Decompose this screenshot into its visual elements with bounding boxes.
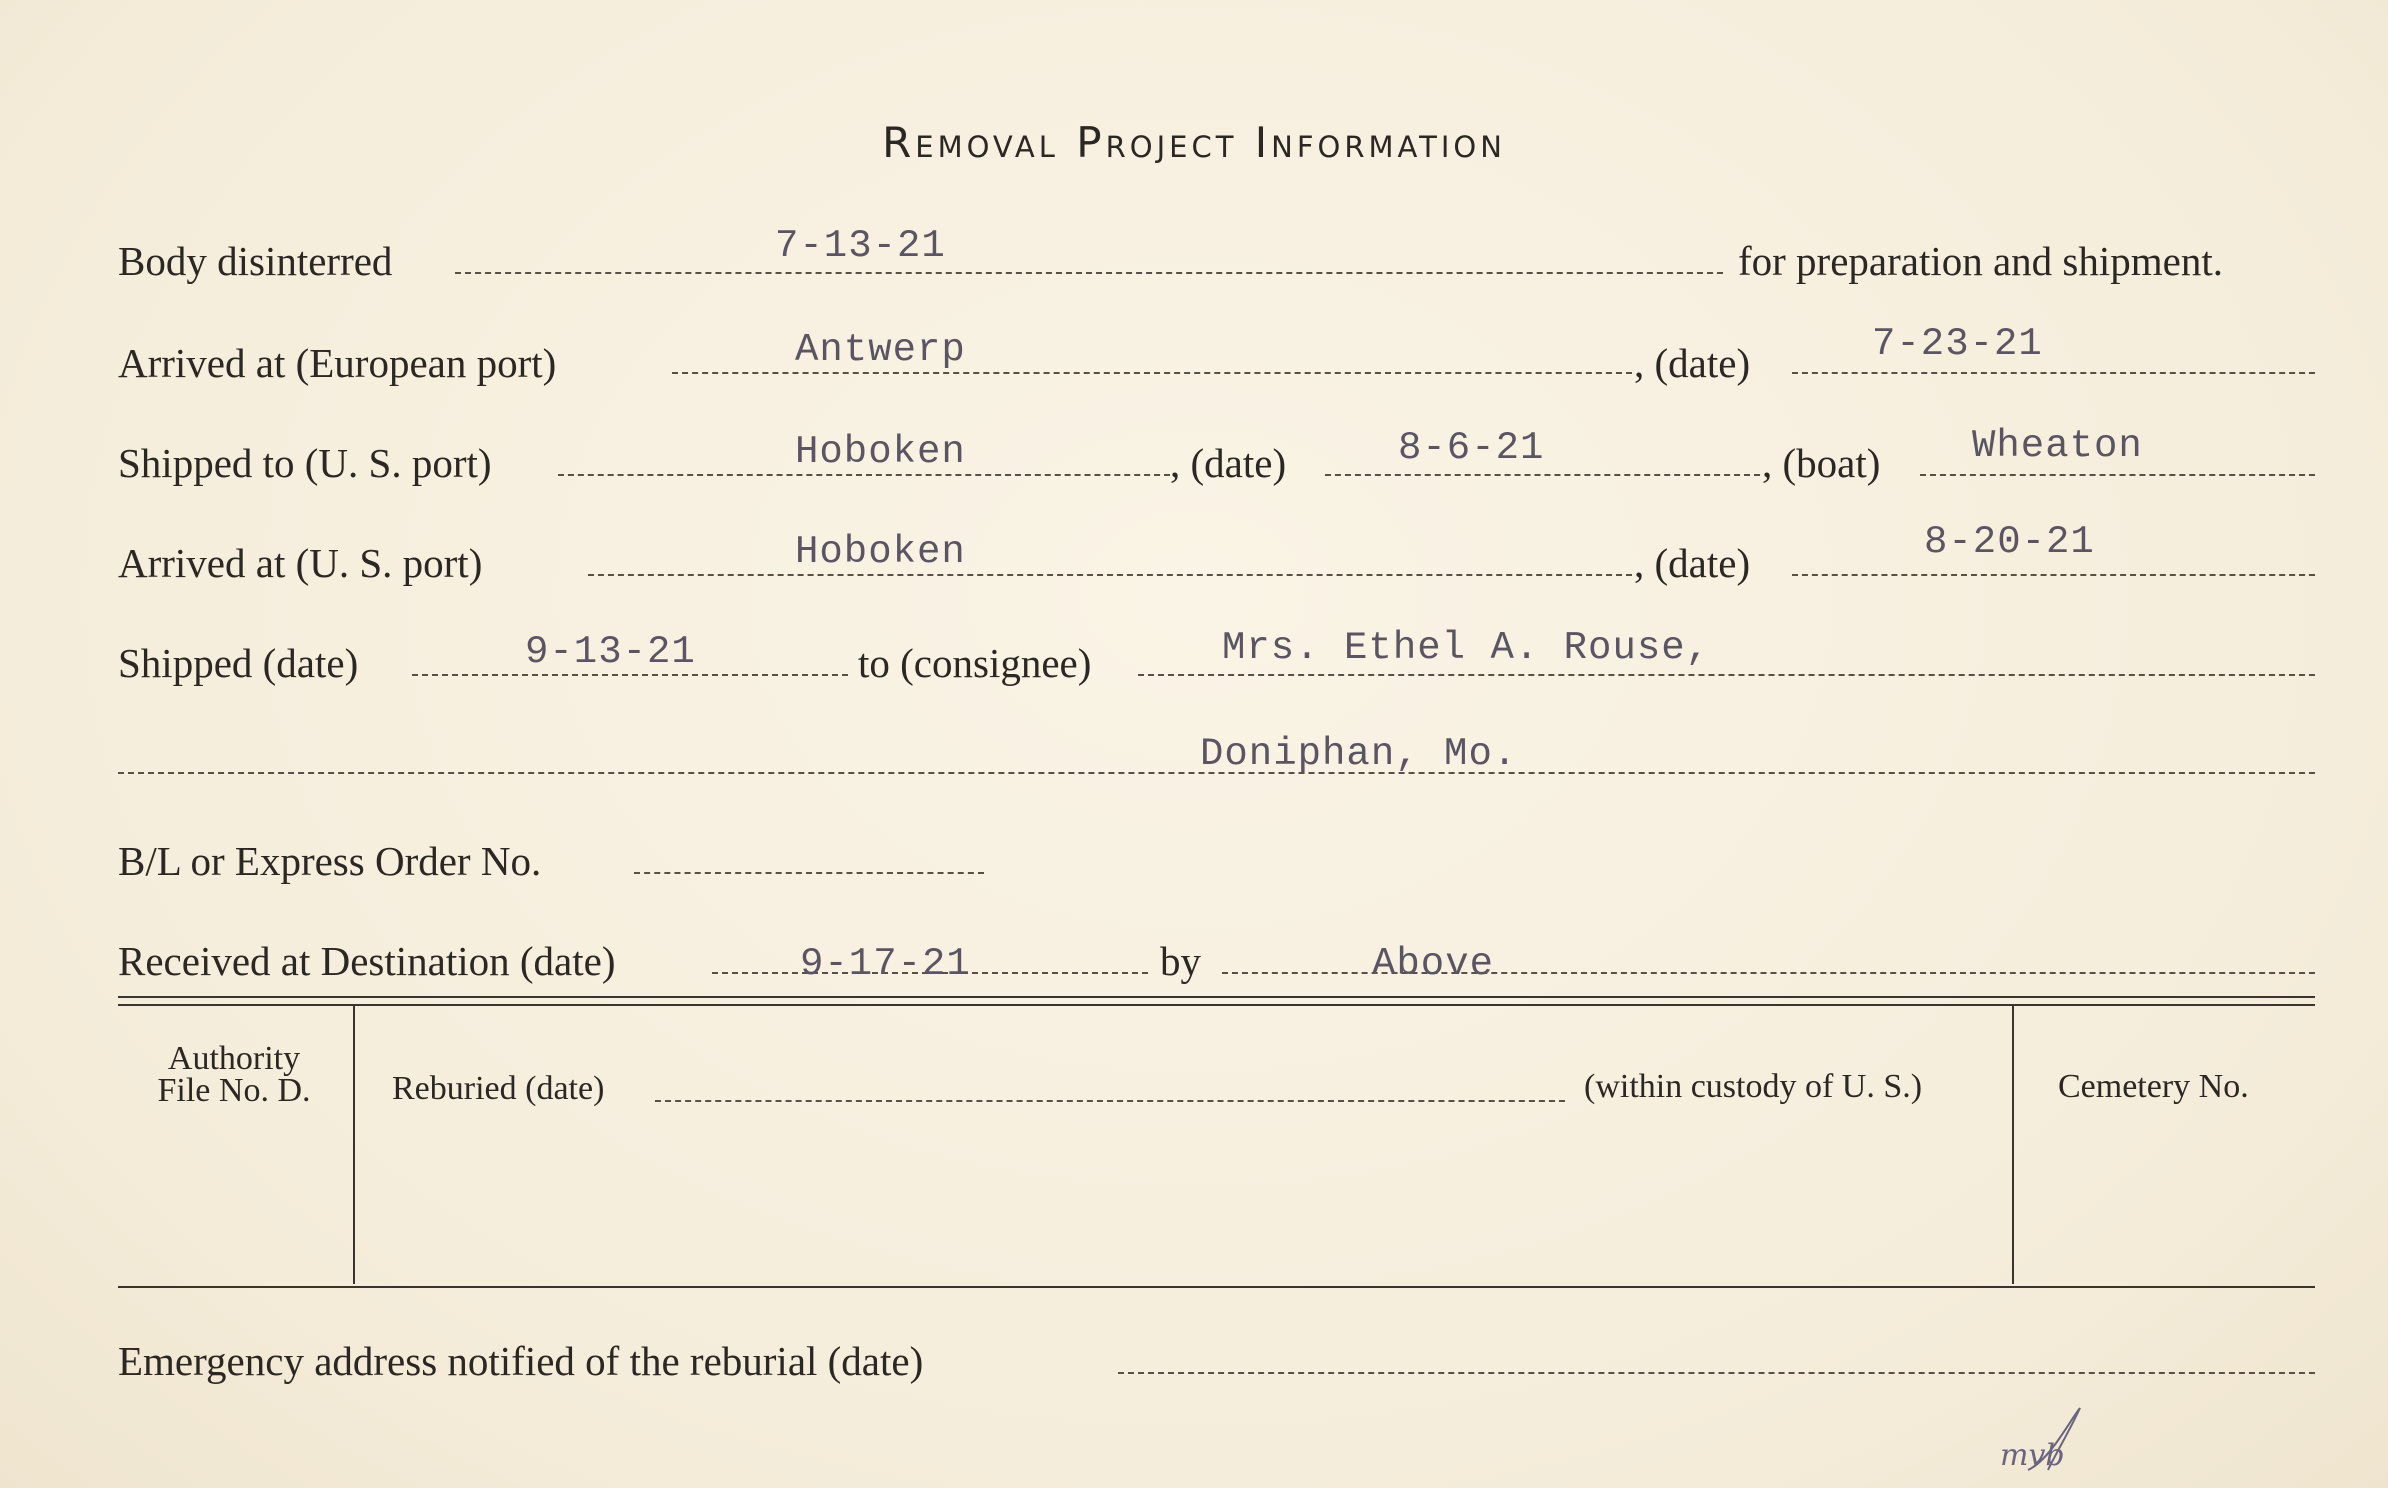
authority-label-line1: Authority: [167, 1040, 301, 1077]
card-title: Removal Project Information: [882, 118, 1506, 167]
shipped-date-label: , (date): [1170, 440, 1287, 486]
european-date-field-line: [1792, 372, 2315, 374]
shipped-row-date-value: 9-13-21: [525, 630, 696, 674]
table-top-rule-1: [118, 996, 2315, 998]
initials-flourish-icon: [2020, 1400, 2090, 1480]
shipped-us-port-label: Shipped to (U. S. port): [118, 440, 492, 486]
arrived-us-date-value: 8-20-21: [1924, 520, 2095, 564]
european-port-value: Antwerp: [795, 328, 966, 372]
consignee-field-line: [1138, 674, 2315, 676]
received-date-value: 9-17-21: [800, 942, 971, 986]
shipped-date-row-label: Shipped (date): [118, 640, 359, 686]
shipped-us-port-value: Hoboken: [795, 430, 966, 474]
cemetery-no-label: Cemetery No.: [2058, 1068, 2249, 1105]
received-by-label: by: [1160, 938, 1201, 984]
reburied-field-line: [655, 1100, 1565, 1102]
disinterred-field-line: [455, 272, 1723, 274]
shipped-date-field-line: [1325, 474, 1760, 476]
us-port-field-line: [558, 474, 1170, 476]
consignee-address-value: Doniphan, Mo.: [1200, 732, 1518, 776]
arrived-us-port-label: Arrived at (U. S. port): [118, 540, 483, 586]
received-destination-label: Received at Destination (date): [118, 938, 616, 984]
boat-field-line: [1920, 474, 2315, 476]
body-disinterred-label: Body disinterred: [118, 238, 393, 284]
table-divider-left: [353, 1006, 355, 1284]
arrived-european-port-label: Arrived at (European port): [118, 340, 557, 386]
table-top-rule-2: [118, 1004, 2315, 1006]
reburied-date-label: Reburied (date): [392, 1070, 605, 1107]
emergency-field-line: [1118, 1372, 2315, 1374]
european-port-field-line: [672, 372, 1632, 374]
consignee-value: Mrs. Ethel A. Rouse,: [1222, 626, 1711, 670]
boat-label: , (boat): [1762, 440, 1881, 486]
disinterred-date-value: 7-13-21: [775, 224, 946, 268]
european-date-label: , (date): [1634, 340, 1751, 386]
boat-value: Wheaton: [1972, 424, 2143, 468]
arrived-us-date-label: , (date): [1634, 540, 1751, 586]
consignee-label: to (consignee): [858, 640, 1092, 686]
table-divider-right: [2012, 1006, 2014, 1284]
shipped-us-date-value: 8-6-21: [1398, 426, 1545, 470]
clerk-initials: mvb: [2000, 1438, 2065, 1473]
shipped-row-date-field-line: [412, 674, 848, 676]
bl-express-order-label: B/L or Express Order No.: [118, 838, 542, 884]
table-bottom-rule: [118, 1286, 2315, 1288]
received-by-value: Above: [1372, 942, 1495, 986]
disinterred-suffix: for preparation and shipment.: [1738, 238, 2224, 284]
bl-field-line: [634, 872, 984, 874]
european-date-value: 7-23-21: [1872, 322, 2043, 366]
arrived-us-port-value: Hoboken: [795, 530, 966, 574]
authority-label-line2: File No. D.: [157, 1072, 311, 1109]
arrived-us-port-field-line: [588, 574, 1632, 576]
arrived-us-date-field-line: [1792, 574, 2315, 576]
custody-label: (within custody of U. S.): [1584, 1068, 1923, 1105]
emergency-address-label: Emergency address notified of the reburial (date): [118, 1338, 924, 1384]
